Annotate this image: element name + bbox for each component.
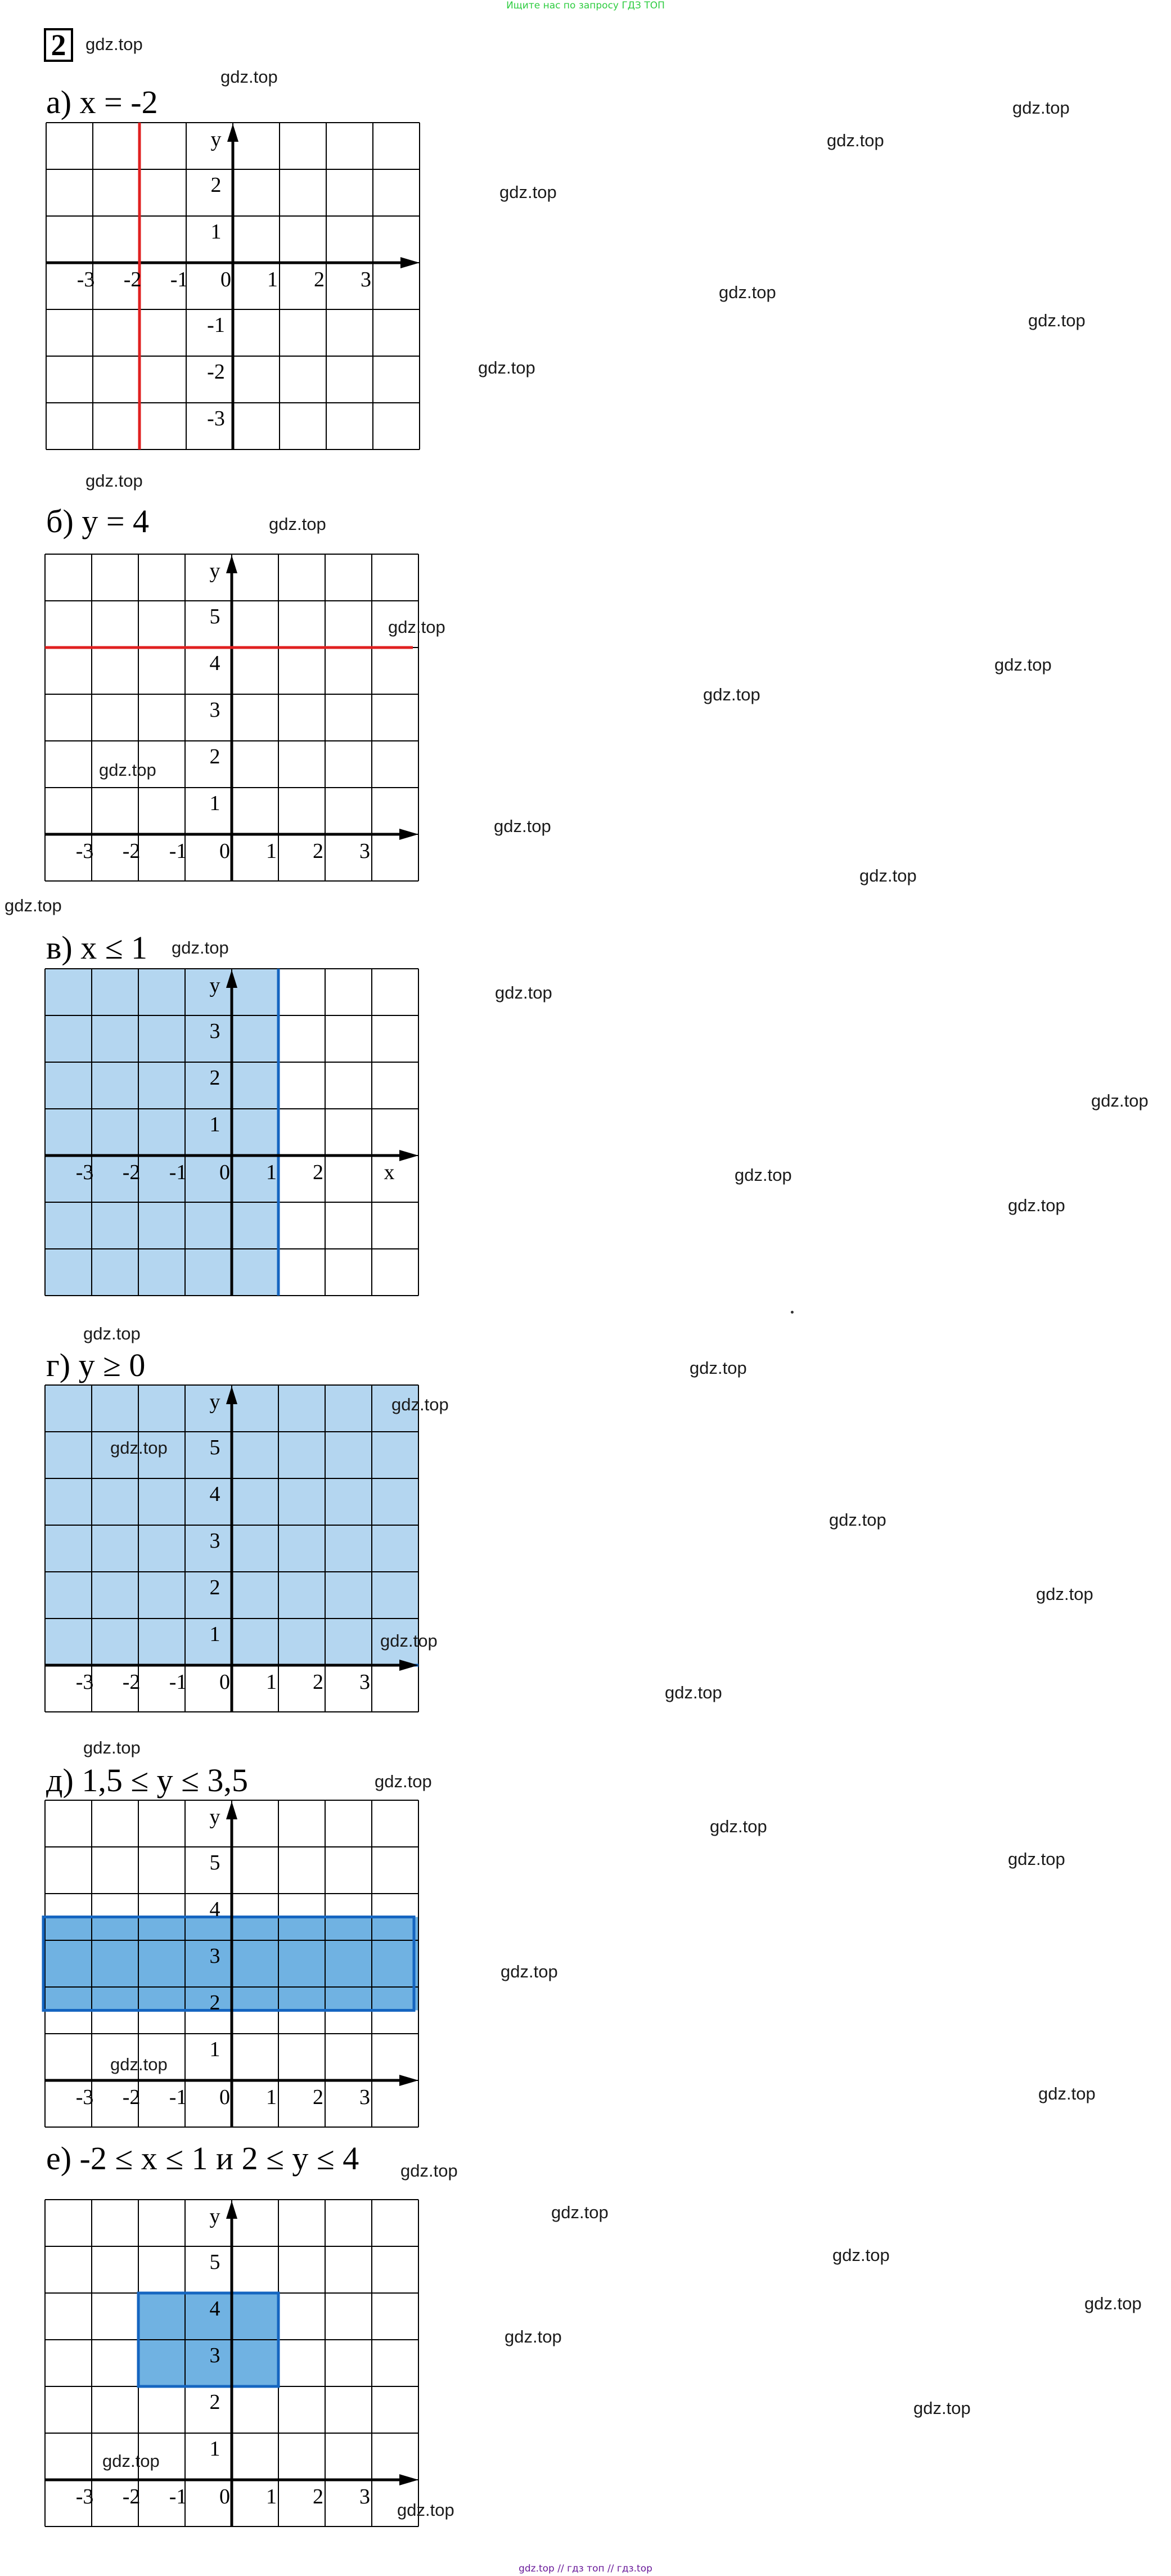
x-tick-label: 1 (266, 839, 277, 863)
watermark: gdz.top (913, 2398, 971, 2418)
watermark: gdz.top (690, 1358, 747, 1378)
watermark: gdz.top (1084, 2294, 1142, 2313)
watermark: gdz.top (400, 2161, 458, 2181)
watermark: gdz.top (1012, 98, 1070, 118)
x-tick-label: -2 (122, 1161, 141, 1184)
y-axis-arrow (226, 555, 237, 573)
watermark: gdz.top (1008, 1195, 1065, 1215)
x-tick-label: 1 (266, 2085, 277, 2109)
x-tick-label: 3 (359, 2485, 371, 2508)
x-tick-label: -2 (122, 2485, 141, 2508)
y-axis-arrow (226, 1801, 237, 1819)
watermark: gdz.top (85, 471, 143, 491)
watermark: gdz.top (499, 182, 557, 202)
x-tick-label: 3 (359, 839, 371, 863)
x-tick-label: 0 (220, 268, 232, 291)
graph-v (45, 969, 427, 1305)
watermark: gdz.top (495, 983, 552, 1002)
watermark: gdz.top (102, 2451, 160, 2471)
x-tick-label: 2 (313, 1161, 324, 1184)
y-tick-label: 5 (209, 2250, 220, 2274)
watermark: gdz.top (703, 685, 760, 704)
y-tick-label: -3 (207, 407, 225, 430)
y-tick-label: 4 (209, 1898, 220, 1921)
graph-d (45, 1800, 427, 2136)
x-axis-arrow (399, 2075, 418, 2086)
y-tick-label: 4 (209, 1482, 220, 1506)
x-tick-label: 2 (313, 1670, 324, 1694)
watermark: gdz.top (99, 760, 156, 780)
x-tick-label: -2 (122, 2085, 141, 2109)
heading-e: е) -2 ≤ x ≤ 1 и 2 ≤ y ≤ 4 (46, 2140, 359, 2177)
y-tick-label: 5 (209, 1851, 220, 1874)
y-tick-label: 2 (209, 745, 220, 768)
watermark: gdz.top (110, 1438, 168, 1458)
y-tick-label: 1 (209, 2437, 220, 2461)
y-tick-label: 1 (209, 2038, 220, 2061)
y-tick-label: 2 (209, 2390, 220, 2414)
y-axis-arrow (227, 124, 238, 142)
y-tick-label: 1 (209, 792, 220, 815)
x-axis-arrow (399, 2474, 418, 2485)
y-tick-label: 2 (210, 173, 222, 197)
y-tick-label: -1 (207, 313, 225, 337)
watermark: gdz.top (1036, 1584, 1093, 1604)
watermark: gdz.top (665, 1683, 722, 1702)
stray-dot (791, 1311, 794, 1314)
x-tick-label: 2 (313, 2485, 324, 2508)
y-tick-label: 4 (209, 2297, 220, 2321)
watermark: gdz.top (391, 1395, 449, 1414)
heading-d: д) 1,5 ≤ y ≤ 3,5 (46, 1762, 248, 1799)
task-number-box: 2 (44, 28, 73, 62)
watermark: gdz.top (551, 2202, 609, 2222)
x-tick-label: 0 (219, 1161, 231, 1184)
x-tick-label: -2 (122, 839, 141, 863)
watermark: gdz.top (388, 617, 445, 637)
watermark: gdz.top (269, 514, 326, 534)
x-tick-label: -3 (75, 839, 94, 863)
y-axis-arrow (226, 2201, 237, 2219)
watermark: gdz.top (859, 866, 917, 885)
watermark: gdz.top (994, 655, 1052, 675)
watermark: gdz.top (380, 1631, 438, 1651)
x-tick-label: -3 (75, 2485, 94, 2508)
y-tick-label: 3 (209, 1944, 220, 1968)
graph-g (45, 1385, 427, 1721)
y-tick-label: 5 (209, 605, 220, 628)
y-tick-label: 1 (210, 220, 222, 244)
watermark: gdz.top (735, 1165, 792, 1185)
watermark: gdz.top (1091, 1091, 1149, 1111)
y-tick-label: 4 (209, 651, 220, 675)
x-axis-arrow (399, 1150, 418, 1161)
x-tick-label: 3 (359, 1670, 371, 1694)
heading-g: г) y ≥ 0 (46, 1347, 146, 1383)
watermark: gdz.top (83, 1738, 141, 1757)
x-tick-label: 3 (359, 2085, 371, 2109)
y-axis-label: y (209, 559, 220, 583)
x-tick-label: 3 (361, 268, 372, 291)
x-tick-label: 2 (313, 839, 324, 863)
x-tick-label: -1 (170, 268, 188, 291)
y-axis-label: y (209, 974, 220, 997)
y-tick-label: 2 (209, 1576, 220, 1599)
y-axis-label: y (209, 1805, 220, 1829)
x-tick-label: 0 (219, 2485, 231, 2508)
x-tick-label: -1 (169, 2485, 187, 2508)
x-tick-label: -1 (169, 2085, 187, 2109)
x-tick-label: -2 (123, 268, 142, 291)
watermark: gdz.top (85, 34, 143, 54)
watermark: gdz.top (494, 816, 551, 836)
watermark: gdz.top (375, 1772, 432, 1791)
watermark: gdz.top (829, 1510, 886, 1530)
x-tick-label: -3 (75, 1670, 94, 1694)
y-axis-label: y (209, 1390, 220, 1414)
y-tick-label: 2 (209, 1066, 220, 1090)
x-tick-label: 1 (266, 1161, 277, 1184)
x-tick-label: 2 (314, 268, 325, 291)
watermark: gdz.top (397, 2500, 454, 2520)
shaded-region (45, 969, 278, 1296)
y-tick-label: 5 (209, 1436, 220, 1459)
x-tick-label: 1 (266, 2485, 277, 2508)
y-tick-label: 3 (209, 1529, 220, 1553)
x-tick-label: -3 (75, 1161, 94, 1184)
watermark: gdz.top (710, 1817, 767, 1836)
x-axis-arrow (400, 257, 420, 268)
y-axis-label: y (210, 128, 222, 151)
graph-e (45, 2200, 427, 2535)
watermark: gdz.top (478, 358, 535, 377)
watermark: gdz.top (4, 896, 62, 915)
y-tick-label: 3 (209, 1019, 220, 1043)
watermark: gdz.top (1038, 2084, 1096, 2103)
x-tick-label: -2 (122, 1670, 141, 1694)
x-tick-label: 0 (219, 1670, 231, 1694)
watermark: gdz.top (827, 131, 884, 150)
x-tick-label: -1 (169, 839, 187, 863)
watermark: gdz.top (1028, 311, 1086, 330)
y-tick-label: 1 (209, 1113, 220, 1136)
y-tick-label: 3 (209, 698, 220, 722)
y-tick-label: 1 (209, 1622, 220, 1646)
x-tick-label: 1 (267, 268, 278, 291)
x-tick-label: 2 (313, 2085, 324, 2109)
x-tick-label: 0 (219, 839, 231, 863)
watermark: gdz.top (1008, 1849, 1065, 1869)
heading-a: а) x = -2 (46, 84, 158, 120)
x-tick-label: -1 (169, 1161, 187, 1184)
x-tick-label: -3 (75, 2085, 94, 2109)
x-tick-label: -1 (169, 1670, 187, 1694)
x-tick-label: -3 (76, 268, 95, 291)
x-tick-label: 0 (219, 2085, 231, 2109)
y-tick-label: -2 (207, 360, 225, 384)
watermark: gdz.top (505, 2327, 562, 2346)
watermark: gdz.top (719, 282, 776, 302)
graph-b (45, 554, 427, 892)
bottom-banner: gdz.top // гдз топ // гдз.top (519, 2563, 652, 2574)
x-tick-label: 1 (266, 1670, 277, 1694)
watermark: gdz.top (501, 1962, 558, 1981)
x-axis-label: x (384, 1161, 395, 1184)
graph-a (46, 123, 429, 463)
watermark: gdz.top (172, 938, 229, 957)
heading-v: в) x ≤ 1 (46, 929, 148, 966)
watermark: gdz.top (832, 2245, 890, 2265)
watermark: gdz.top (110, 2054, 168, 2074)
y-tick-label: 2 (209, 1991, 220, 2015)
y-tick-label: 3 (209, 2344, 220, 2367)
x-axis-arrow (399, 829, 418, 840)
watermark: gdz.top (220, 67, 278, 87)
y-axis-label: y (209, 2205, 220, 2228)
watermark: gdz.top (83, 1324, 141, 1343)
heading-b: б) y = 4 (46, 503, 150, 540)
top-banner: Ищите нас по запросу ГДЗ ТОП (506, 0, 665, 11)
